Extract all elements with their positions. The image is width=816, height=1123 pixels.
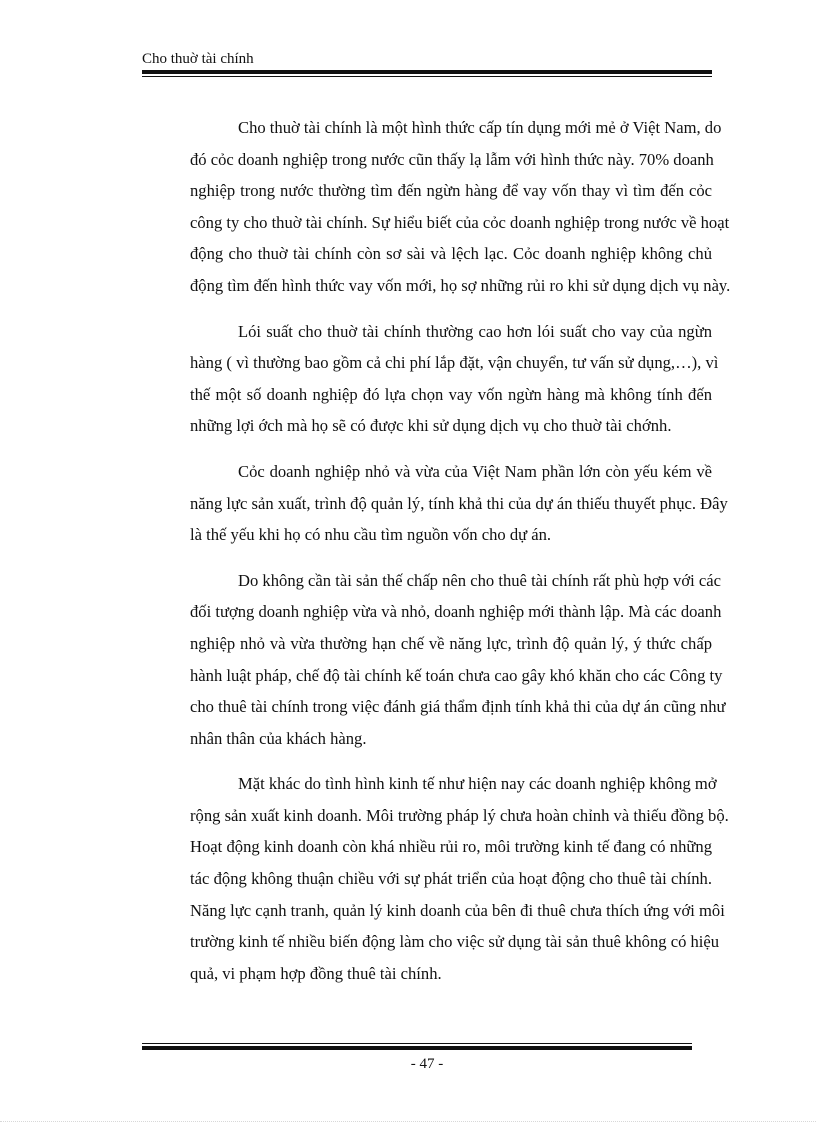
text-line: đó cỏc doanh nghiệp trong nước cũn thấy lạ lẫm với hình thức này. 70% doanh: [190, 149, 714, 169]
footer-rule-thick: [142, 1046, 692, 1050]
text-line: hàng ( vì thường bao gồm cả chi phí lắp đặt, vận chuyển, tư vấn sử dụng,…), vì: [190, 353, 719, 373]
text-line: nghiệp trong nước thường tìm đến ngừn hàng để vay vốn thay vì tìm đến cỏc: [190, 181, 712, 201]
paragraph-4: [142, 565, 726, 755]
paragraph-1: [142, 112, 731, 302]
text-line: năng lực sản xuất, trình độ quản lý, tính khả thi của dự án thiếu thuyết phục. Đây: [190, 493, 728, 513]
paragraph-5: [142, 768, 729, 989]
text-line: Lói suất cho thuờ tài chính thường cao hơn lói suất cho vay của ngừn: [238, 321, 712, 341]
text-line: tác động không thuận chiều với sự phát triển của hoạt động cho thuê tài chính.: [190, 869, 712, 889]
footer-rule-thin: [142, 1043, 692, 1044]
paragraph-3: [142, 456, 728, 551]
text-line: rộng sản xuất kinh doanh. Môi trường pháp lý chưa hoàn chỉnh và thiếu đồng bộ.: [190, 805, 729, 825]
header-rule-thin: [142, 76, 712, 77]
text-line: động tìm đến hình thức vay vốn mới, họ sợ những rủi ro khi sử dụng dịch vụ này.: [190, 275, 731, 295]
text-line: Hoạt động kinh doanh còn khá nhiều rủi ro, môi trường kinh tế đang có những: [190, 837, 712, 857]
text-line: thế một số doanh nghiệp đó lựa chọn vay vốn ngừn hàng mà không tính đến: [190, 384, 712, 404]
page-number: - 47 -: [410, 1056, 444, 1072]
text-line: công ty cho thuờ tài chính. Sự hiểu biết của cỏc doanh nghiệp trong nước về hoạt: [190, 212, 730, 232]
text-line: Cỏc doanh nghiệp nhỏ và vừa của Việt Nam phần lớn còn yếu kém về: [238, 461, 712, 481]
text-line: nghiệp nhỏ và vừa thường hạn chế về năng lực, trình độ quản lý, ý thức chấp: [190, 633, 712, 653]
page-boundary: [0, 1121, 816, 1122]
text-line: nhân thân của khách hàng.: [190, 728, 367, 748]
document-body: [142, 112, 731, 1003]
text-line: động cho thuờ tài chính còn sơ sài và lệch lạc. Cỏc doanh nghiệp không chủ: [190, 244, 712, 264]
text-line: quả, vi phạm hợp đồng thuê tài chính.: [190, 963, 442, 983]
text-line: trường kinh tế nhiều biến động làm cho việc sử dụng tài sản thuê không có hiệu: [190, 932, 720, 952]
running-header-title: Cho thuờ tài chính: [142, 51, 254, 67]
text-line: những lợi ớch mà họ sẽ có được khi sử dụng dịch vụ cho thuờ tài chớnh.: [190, 416, 672, 436]
header-rule-thick: [142, 70, 712, 74]
text-line: cho thuê tài chính trong việc đánh giá thẩm định tính khả thi của dự án cũng như: [190, 697, 726, 717]
text-line: Mặt khác do tình hình kinh tế như hiện nay các doanh nghiệp không mở: [238, 774, 717, 794]
text-line: hành luật pháp, chế độ tài chính kế toán chưa cao gây khó khăn cho các Công ty: [190, 665, 723, 685]
text-line: Năng lực cạnh tranh, quản lý kinh doanh của bên đi thuê chưa thích ứng với môi: [190, 900, 725, 920]
paragraph-2: [142, 316, 719, 442]
text-line: Cho thuờ tài chính là một hình thức cấp tín dụng mới mẻ ở Việt Nam, do: [238, 118, 722, 137]
text-line: Do không cần tài sản thế chấp nên cho thuê tài chính rất phù hợp với các: [238, 570, 721, 590]
text-line: đối tượng doanh nghiệp vừa và nhỏ, doanh nghiệp mới thành lập. Mà các doanh: [190, 602, 722, 622]
text-line: là thế yếu khi họ có nhu cầu tìm nguồn vốn cho dự án.: [190, 525, 552, 545]
